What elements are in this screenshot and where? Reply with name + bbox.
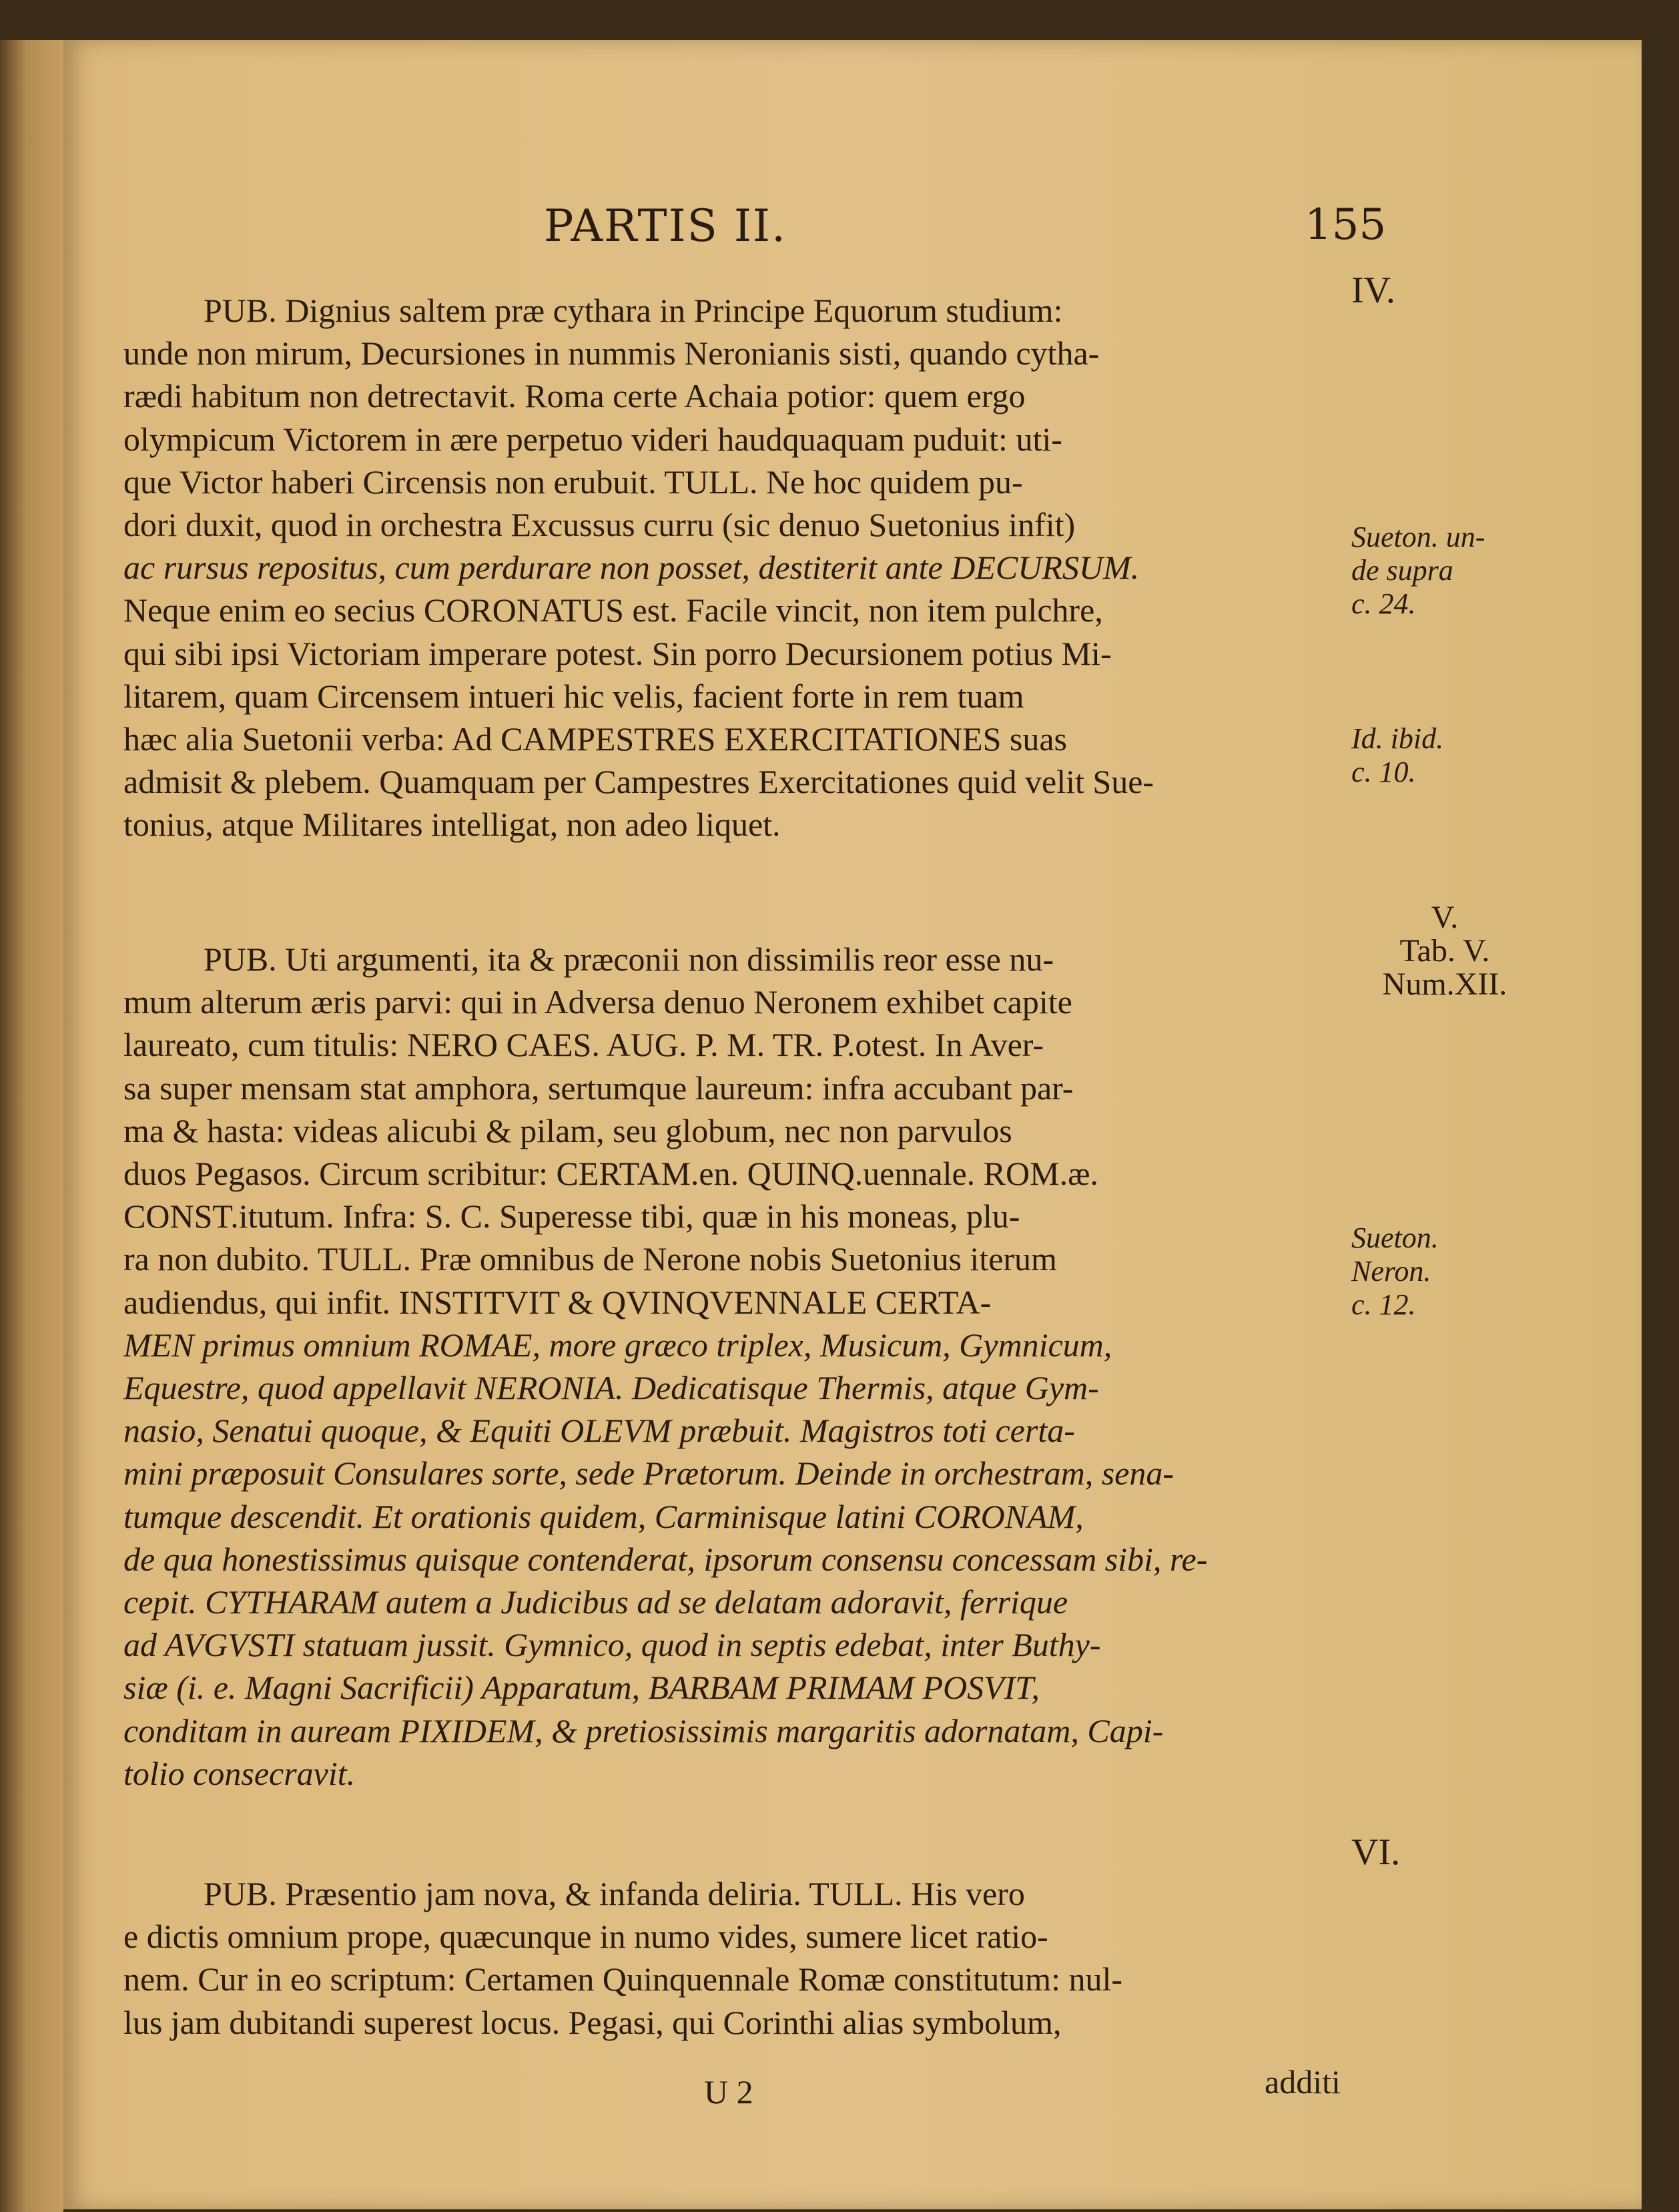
text-line: lus jam dubitandi superest locus. Pegasi, qui Corinthi alias symbolum, (123, 2003, 1062, 2041)
margin-line: IV. (1351, 270, 1395, 311)
margin-line: Tab. V. (1399, 933, 1490, 969)
text-line: Neque enim eo secius CORONATUS est. Facile vincit, non item pulchre, (123, 591, 1103, 629)
text-line: MEN primus omnium ROMAE, more græco triplex, Musicum, Gymnicum, (123, 1326, 1112, 1364)
text-line: tonius, atque Militares intelligat, non adeo liquet. (123, 806, 781, 844)
margin-line: c. 24. (1351, 587, 1416, 620)
text-line: litarem, quam Circensem intueri hic velis, facient forte in rem tuam (123, 677, 1024, 715)
text-line: tolio consecravit. (123, 1754, 356, 1792)
text-line: laureato, cum titulis: NERO CAES. AUG. P. M. TR. P.otest. In Aver- (123, 1026, 1044, 1064)
text-line: mum alterum æris parvi: qui in Adversa denuo Neronem exhibet capite (123, 983, 1072, 1021)
text-line: mini præposuit Consulares sorte, sede Prætorum. Deinde in orchestram, sena- (123, 1454, 1174, 1492)
margin-line: V. (1431, 900, 1459, 935)
margin-section-v (1338, 901, 1552, 1001)
text-line: nem. Cur in eo scriptum: Certamen Quinquennale Romæ constitutum: nul- (123, 1960, 1122, 1998)
paragraph-vi (123, 1872, 1351, 2044)
margin-section-vi (1351, 1832, 1578, 1873)
text-line: PUB. Uti argumenti, ita & præconii non dissimilis reor esse nu- (204, 940, 1054, 978)
adjacent-page-edge (0, 40, 63, 2212)
margin-line: Sueton. (1351, 1221, 1439, 1254)
text-line: dori duxit, quod in orchestra Excussus curru (sic denuo Suetonius infit) (123, 506, 1076, 544)
running-title: PARTIS II. (544, 200, 787, 252)
text-line: siæ (i. e. Magni Sacrificii) Apparatum, BARBAM PRIMAM POSVIT, (123, 1669, 1040, 1707)
margin-line: Neron. (1351, 1255, 1431, 1288)
margin-ref-sueton-24 (1351, 521, 1578, 621)
text-line: rædi habitum non detrectavit. Roma certe Achaia potior: quem ergo (123, 377, 1026, 415)
paragraph-iv (123, 289, 1351, 846)
margin-line: VI. (1351, 1832, 1401, 1873)
text-line: PUB. Præsentio jam nova, & infanda deliria. TULL. His vero (204, 1875, 1025, 1912)
text-line: admisit & plebem. Quamquam per Campestres Exercitationes quid velit Sue- (123, 763, 1154, 801)
text-line: ac rursus repositus, cum perdurare non posset, destiterit ante DECURSUM. (123, 549, 1140, 587)
margin-line: Sueton. un- (1351, 521, 1485, 553)
text-line: ma & hasta: videas alicubi & pilam, seu globum, nec non parvulos (123, 1111, 1012, 1149)
text-line: nasio, Senatui quoque, & Equiti OLEVM præbuit. Magistros toti certa- (123, 1412, 1075, 1450)
margin-line: de supra (1351, 554, 1453, 587)
text-line: de qua honestissimus quisque contenderat, ipsorum consensu concessam sibi, re- (123, 1540, 1208, 1578)
text-line: conditam in auream PIXIDEM, & pretiosissimis margaritis adornatam, Capi- (123, 1711, 1164, 1749)
text-line: audiendus, qui infit. INSTITVIT & QVINQVENNALE CERTA- (123, 1283, 992, 1321)
text-line: olympicum Victorem in ære perpetuo videri haudquaquam puduit: uti- (123, 420, 1062, 458)
text-line: e dictis omnium prope, quæcunque in numo vides, sumere licet ratio- (123, 1918, 1048, 1956)
signature-mark: U 2 (704, 2073, 753, 2111)
text-line: ra non dubito. TULL. Præ omnibus de Nerone nobis Suetonius iterum (123, 1240, 1057, 1278)
margin-line: Num.XII. (1382, 966, 1507, 1002)
margin-line: c. 12. (1351, 1288, 1416, 1321)
text-line: ad AVGVSTI statuam jussit. Gymnico, quod in septis edebat, inter Buthy- (123, 1626, 1101, 1664)
text-line: unde non mirum, Decursiones in nummis Neronianis sisti, quando cytha- (123, 334, 1100, 372)
margin-ref-sueton-neron (1351, 1221, 1578, 1322)
margin-line: Id. ibid. (1351, 722, 1444, 755)
catchword: additi (1265, 2063, 1341, 2101)
text-line: hæc alia Suetonii verba: Ad CAMPESTRES EXERCITATIONES suas (123, 720, 1067, 758)
paragraph-v (123, 938, 1351, 1795)
margin-line: c. 10. (1351, 756, 1416, 788)
text-line: PUB. Dignius saltem præ cythara in Principe Equorum studium: (204, 292, 1063, 329)
text-line: CONST.itutum. Infra: S. C. Superesse tibi, quæ in his moneas, plu- (123, 1197, 1020, 1235)
margin-section-iv (1351, 270, 1578, 311)
page-number: 155 (1305, 200, 1387, 250)
text-line: sa super mensam stat amphora, sertumque laureum: infra accubant par- (123, 1069, 1074, 1107)
text-line: que Victor haberi Circensis non erubuit. TULL. Ne hoc quidem pu- (123, 463, 1023, 501)
text-line: tumque descendit. Et orationis quidem, Carminisque latini CORONAM, (123, 1497, 1084, 1535)
text-line: cepit. CYTHARAM autem a Judicibus ad se delatam adoravit, ferrique (123, 1583, 1068, 1621)
margin-ref-id-ibid (1351, 722, 1578, 789)
book-page (63, 40, 1642, 2209)
text-line: Equestre, quod appellavit NERONIA. Dedicatisque Thermis, atque Gym- (123, 1369, 1099, 1407)
text-line: qui sibi ipsi Victoriam imperare potest. Sin porro Decursionem potius Mi- (123, 634, 1112, 672)
page-header (63, 200, 1425, 260)
text-line: duos Pegasos. Circum scribitur: CERTAM.en. QUINQ.uennale. ROM.æ. (123, 1155, 1098, 1193)
